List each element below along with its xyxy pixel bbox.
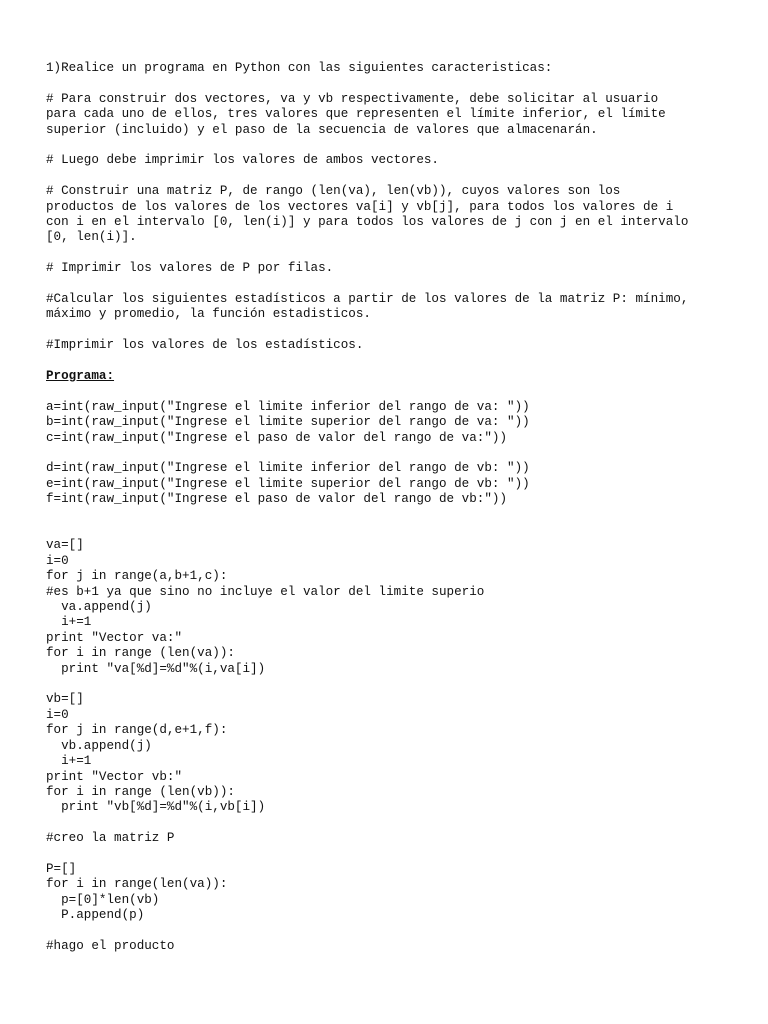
code-line: f=int(raw_input("Ingrese el paso de valor del rango de vb:")): [46, 492, 508, 507]
code-line: #hago el producto: [46, 938, 175, 953]
code-line: p=[0]*len(vb): [46, 892, 160, 907]
document-body: [46, 61, 736, 970]
text-line: máximo y promedio, la función estadisticos.: [46, 307, 371, 322]
code-line: c=int(raw_input("Ingrese el paso de valor del rango de va:")): [46, 430, 508, 445]
instruction-paragraph-statistics: [46, 292, 736, 323]
code-line: va=[]: [46, 538, 84, 553]
code-block-build-vb: [46, 692, 736, 815]
code-line: i+=1: [46, 615, 92, 630]
text-line: [0, len(i)].: [46, 230, 137, 245]
instruction-paragraph-vectors: [46, 92, 736, 138]
code-line: for j in range(d,e+1,f):: [46, 723, 228, 738]
code-line: for j in range(a,b+1,c):: [46, 569, 228, 584]
code-line: print "Vector vb:": [46, 769, 183, 784]
text-line: #Imprimir los valores de los estadísticos.: [46, 338, 364, 353]
code-line: print "vb[%d]=%d"%(i,vb[i]): [46, 800, 266, 815]
code-line: a=int(raw_input("Ingrese el limite inferior del rango de va: ")): [46, 399, 530, 414]
code-line: va.append(j): [46, 600, 152, 615]
code-line: P=[]: [46, 861, 77, 876]
exercise-title-text: 1)Realice un programa en Python con las siguientes caracteristicas:: [46, 61, 553, 75]
code-line: vb.append(j): [46, 738, 152, 753]
code-line: i=0: [46, 707, 69, 722]
text-line: con i en el intervalo [0, len(i)] y para todos los valores de j con j en el intervalo: [46, 215, 689, 230]
instruction-paragraph-matrix: [46, 184, 736, 246]
text-line: # Construir una matriz P, de rango (len(va), len(vb)), cuyos valores son los: [46, 184, 621, 199]
code-line: d=int(raw_input("Ingrese el limite inferior del rango de vb: ")): [46, 461, 530, 476]
code-block-input-va: [46, 400, 736, 446]
blank-gap: [46, 523, 736, 538]
text-line: # Imprimir los valores de P por filas.: [46, 261, 334, 276]
text-line: para cada uno de ellos, tres valores que representen el límite inferior, el límite: [46, 107, 666, 122]
code-line: #es b+1 ya que sino no incluye el valor del limite superio: [46, 584, 485, 599]
instruction-paragraph-print-statistics: [46, 338, 736, 353]
instruction-paragraph-print: [46, 153, 736, 168]
text-line: productos de los valores de los vectores va[i] y vb[j], para todos los valores de i: [46, 199, 674, 214]
code-line: for i in range (len(va)):: [46, 646, 235, 661]
text-line: superior (incluido) y el paso de la secuencia de valores que almacenarán.: [46, 122, 598, 137]
code-line: for i in range(len(va)):: [46, 877, 228, 892]
text-line: #Calcular los siguientes estadísticos a partir de los valores de la matriz P: mínimo,: [46, 292, 689, 307]
code-comment-matrix: [46, 831, 736, 846]
code-line: print "va[%d]=%d"%(i,va[i]): [46, 661, 266, 676]
code-comment-product: [46, 939, 736, 954]
code-line: i=0: [46, 553, 69, 568]
code-line: vb=[]: [46, 692, 84, 707]
program-heading: [46, 369, 736, 384]
text-line: # Luego debe imprimir los valores de ambos vectores.: [46, 153, 439, 168]
code-line: b=int(raw_input("Ingrese el limite superior del rango de va: ")): [46, 415, 530, 430]
text-line: # Para construir dos vectores, va y vb respectivamente, debe solicitar al usuario: [46, 91, 659, 106]
code-block-input-vb: [46, 461, 736, 507]
instruction-paragraph-print-matrix: [46, 261, 736, 276]
code-line: i+=1: [46, 754, 92, 769]
code-line: P.append(p): [46, 908, 145, 923]
code-line: print "Vector va:": [46, 630, 183, 645]
code-line: #creo la matriz P: [46, 831, 175, 846]
code-line: e=int(raw_input("Ingrese el limite superior del rango de vb: ")): [46, 476, 530, 491]
program-heading-text: Programa:: [46, 369, 115, 384]
code-line: for i in range (len(vb)):: [46, 784, 235, 799]
exercise-title: [46, 61, 736, 76]
code-block-build-va: [46, 538, 736, 677]
code-block-matrix: [46, 862, 736, 924]
